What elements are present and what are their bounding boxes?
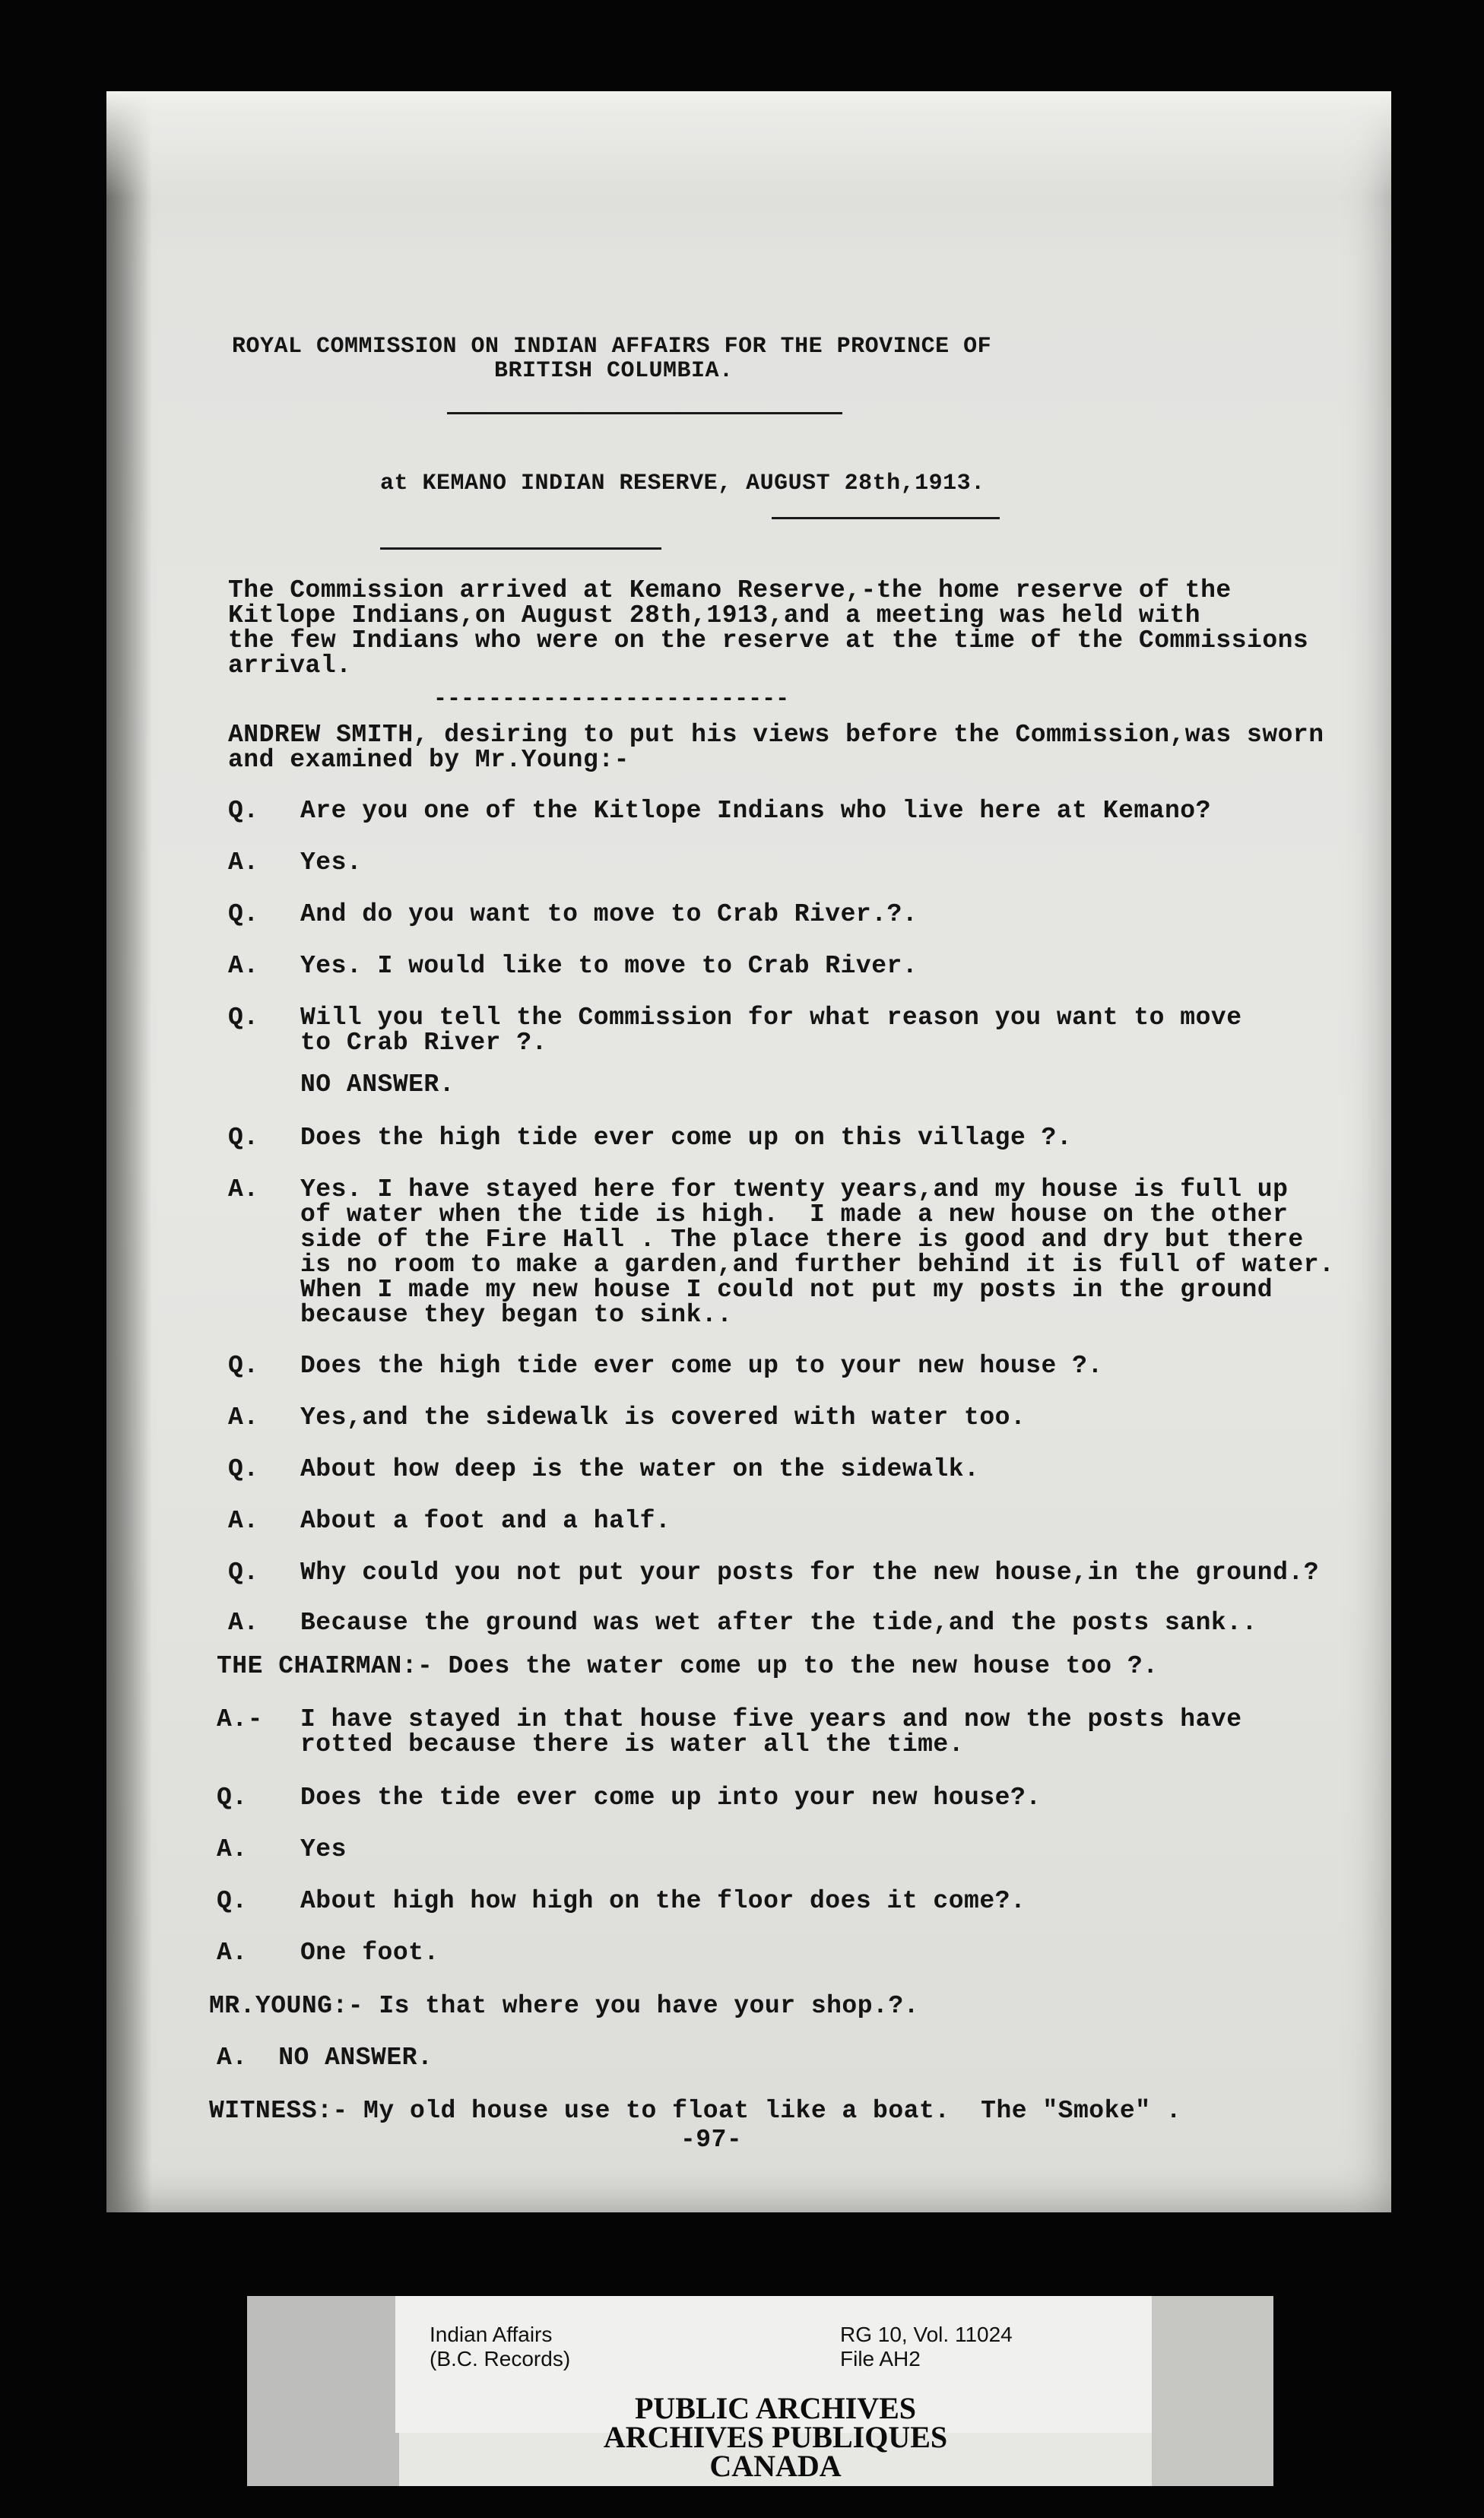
exchange-line: Will you tell the Commission for what reason you want to move [300, 1004, 1242, 1032]
exchange-line: Yes. I would like to move to Crab River. [300, 952, 918, 980]
typed-transcript [152, 190, 1346, 2197]
exchange-line: Yes,and the sidewalk is covered with water too. [300, 1403, 1026, 1432]
exchange-line: Because the ground was wet after the tide,and the posts sank.. [300, 1609, 1257, 1637]
exchange-line: When I made my new house I could not put my posts in the ground [300, 1276, 1273, 1304]
exchange-line: side of the Fire Hall . The place there is good and dry but there [300, 1226, 1304, 1254]
speaker-label: Q. [228, 797, 259, 825]
exchange-line: Does the high tide ever come up to your new house ?. [300, 1352, 1103, 1380]
exchange-line: Yes. I have stayed here for twenty years,and my house is full up [300, 1175, 1289, 1204]
no-answer-line: A. NO ANSWER. [217, 2044, 433, 2072]
exchange-line: And do you want to move to Crab River.?. [300, 900, 918, 928]
exchange-line: Does the tide ever come up into your new house?. [300, 1784, 1042, 1812]
date-underline [772, 517, 1000, 519]
witness-intro-line-2: and examined by Mr.Young:- [228, 746, 629, 774]
exchange-line: of water when the tide is high. I made a new house on the other [300, 1200, 1289, 1229]
speaker-label: Q. [228, 1455, 259, 1483]
meeting-subtitle: at KEMANO INDIAN RESERVE, AUGUST 28th,1913. [380, 471, 985, 496]
title-line-2: BRITISH COLUMBIA. [494, 358, 734, 384]
speaker-label: Q. [228, 1004, 259, 1032]
speaker-label: A. [228, 848, 259, 877]
exchange-line: rotted because there is water all the time. [300, 1730, 965, 1758]
collection-subname: (B.C. Records) [430, 2347, 571, 2371]
record-group-reference: RG 10, Vol. 11024 [840, 2323, 1013, 2346]
exchange-line: About high how high on the floor does it come?. [300, 1887, 1026, 1915]
intro-line-4: arrival. [228, 652, 352, 680]
exchange-line: One foot. [300, 1939, 439, 1967]
exchange-line: Yes. [300, 848, 363, 877]
exchange-line: because they began to sink.. [300, 1301, 733, 1329]
speaker-label: Q. [228, 1124, 259, 1152]
exchange-line: Does the high tide ever come up on this village ?. [300, 1124, 1073, 1152]
witness-intro-line-1: ANDREW SMITH, desiring to put his views before the Commission,was sworn [228, 721, 1324, 749]
speaker-label: Q. [217, 1887, 248, 1915]
witness-statement: WITNESS:- My old house use to float like a boat. The "Smoke" . [209, 2097, 1182, 2125]
speaker-label: Q. [217, 1784, 248, 1812]
exchange-line: About how deep is the water on the sidewalk. [300, 1455, 980, 1483]
speaker-label: Q. [228, 1559, 259, 1587]
exchange-line: Yes [300, 1835, 347, 1863]
file-reference: File AH2 [840, 2347, 921, 2371]
separator-line: -------------------------- [433, 687, 790, 712]
speaker-label: Q. [228, 900, 259, 928]
page-highlight-top [106, 91, 1391, 198]
exchange-line: to Crab River ?. [300, 1029, 547, 1057]
speaker-label: A. [228, 1175, 259, 1204]
speaker-label: Q. [228, 1352, 259, 1380]
archive-label-shadow-left [247, 2296, 399, 2486]
archives-stamp-line-1: PUBLIC ARCHIVES [634, 2391, 917, 2425]
chairman-question: THE CHAIRMAN:- Does the water come up to the new house too ?. [217, 1652, 1159, 1680]
title-line-1: ROYAL COMMISSION ON INDIAN AFFAIRS FOR THE PROVINCE OF [232, 334, 992, 360]
no-answer-note: NO ANSWER. [300, 1070, 455, 1099]
exchange-line: About a foot and a half. [300, 1507, 671, 1535]
subtitle-underline [380, 547, 661, 550]
intro-line-1: The Commission arrived at Kemano Reserve,-the home reserve of the [228, 576, 1232, 604]
exchange-line: I have stayed in that house five years and now the posts have [300, 1705, 1242, 1733]
page-number: -97- [680, 2126, 743, 2154]
title-underline [447, 412, 842, 414]
speaker-label: A.- [217, 1705, 263, 1733]
speaker-label: A. [228, 1609, 259, 1637]
collection-name: Indian Affairs [430, 2323, 553, 2346]
young-question: MR.YOUNG:- Is that where you have your shop.?. [209, 1992, 919, 2020]
exchange-line: Are you one of the Kitlope Indians who live here at Kemano? [300, 797, 1211, 825]
archive-label-shadow-right [1152, 2296, 1273, 2486]
archives-stamp-line-3: CANADA [709, 2449, 842, 2483]
speaker-label: A. [217, 1939, 248, 1967]
intro-line-2: Kitlope Indians,on August 28th,1913,and a meeting was held with [228, 601, 1201, 630]
speaker-label: A. [228, 1507, 259, 1535]
exchange-line: Why could you not put your posts for the new house,in the ground.? [300, 1559, 1320, 1587]
exchange-line: is no room to make a garden,and further behind it is full of water. [300, 1251, 1335, 1279]
intro-line-3: the few Indians who were on the reserve at the time of the Commissions [228, 626, 1309, 655]
speaker-label: A. [228, 1403, 259, 1432]
speaker-label: A. [217, 1835, 248, 1863]
archives-stamp-line-2: ARCHIVES PUBLIQUES [603, 2420, 948, 2454]
speaker-label: A. [228, 952, 259, 980]
page-shadow-left [106, 91, 152, 2212]
